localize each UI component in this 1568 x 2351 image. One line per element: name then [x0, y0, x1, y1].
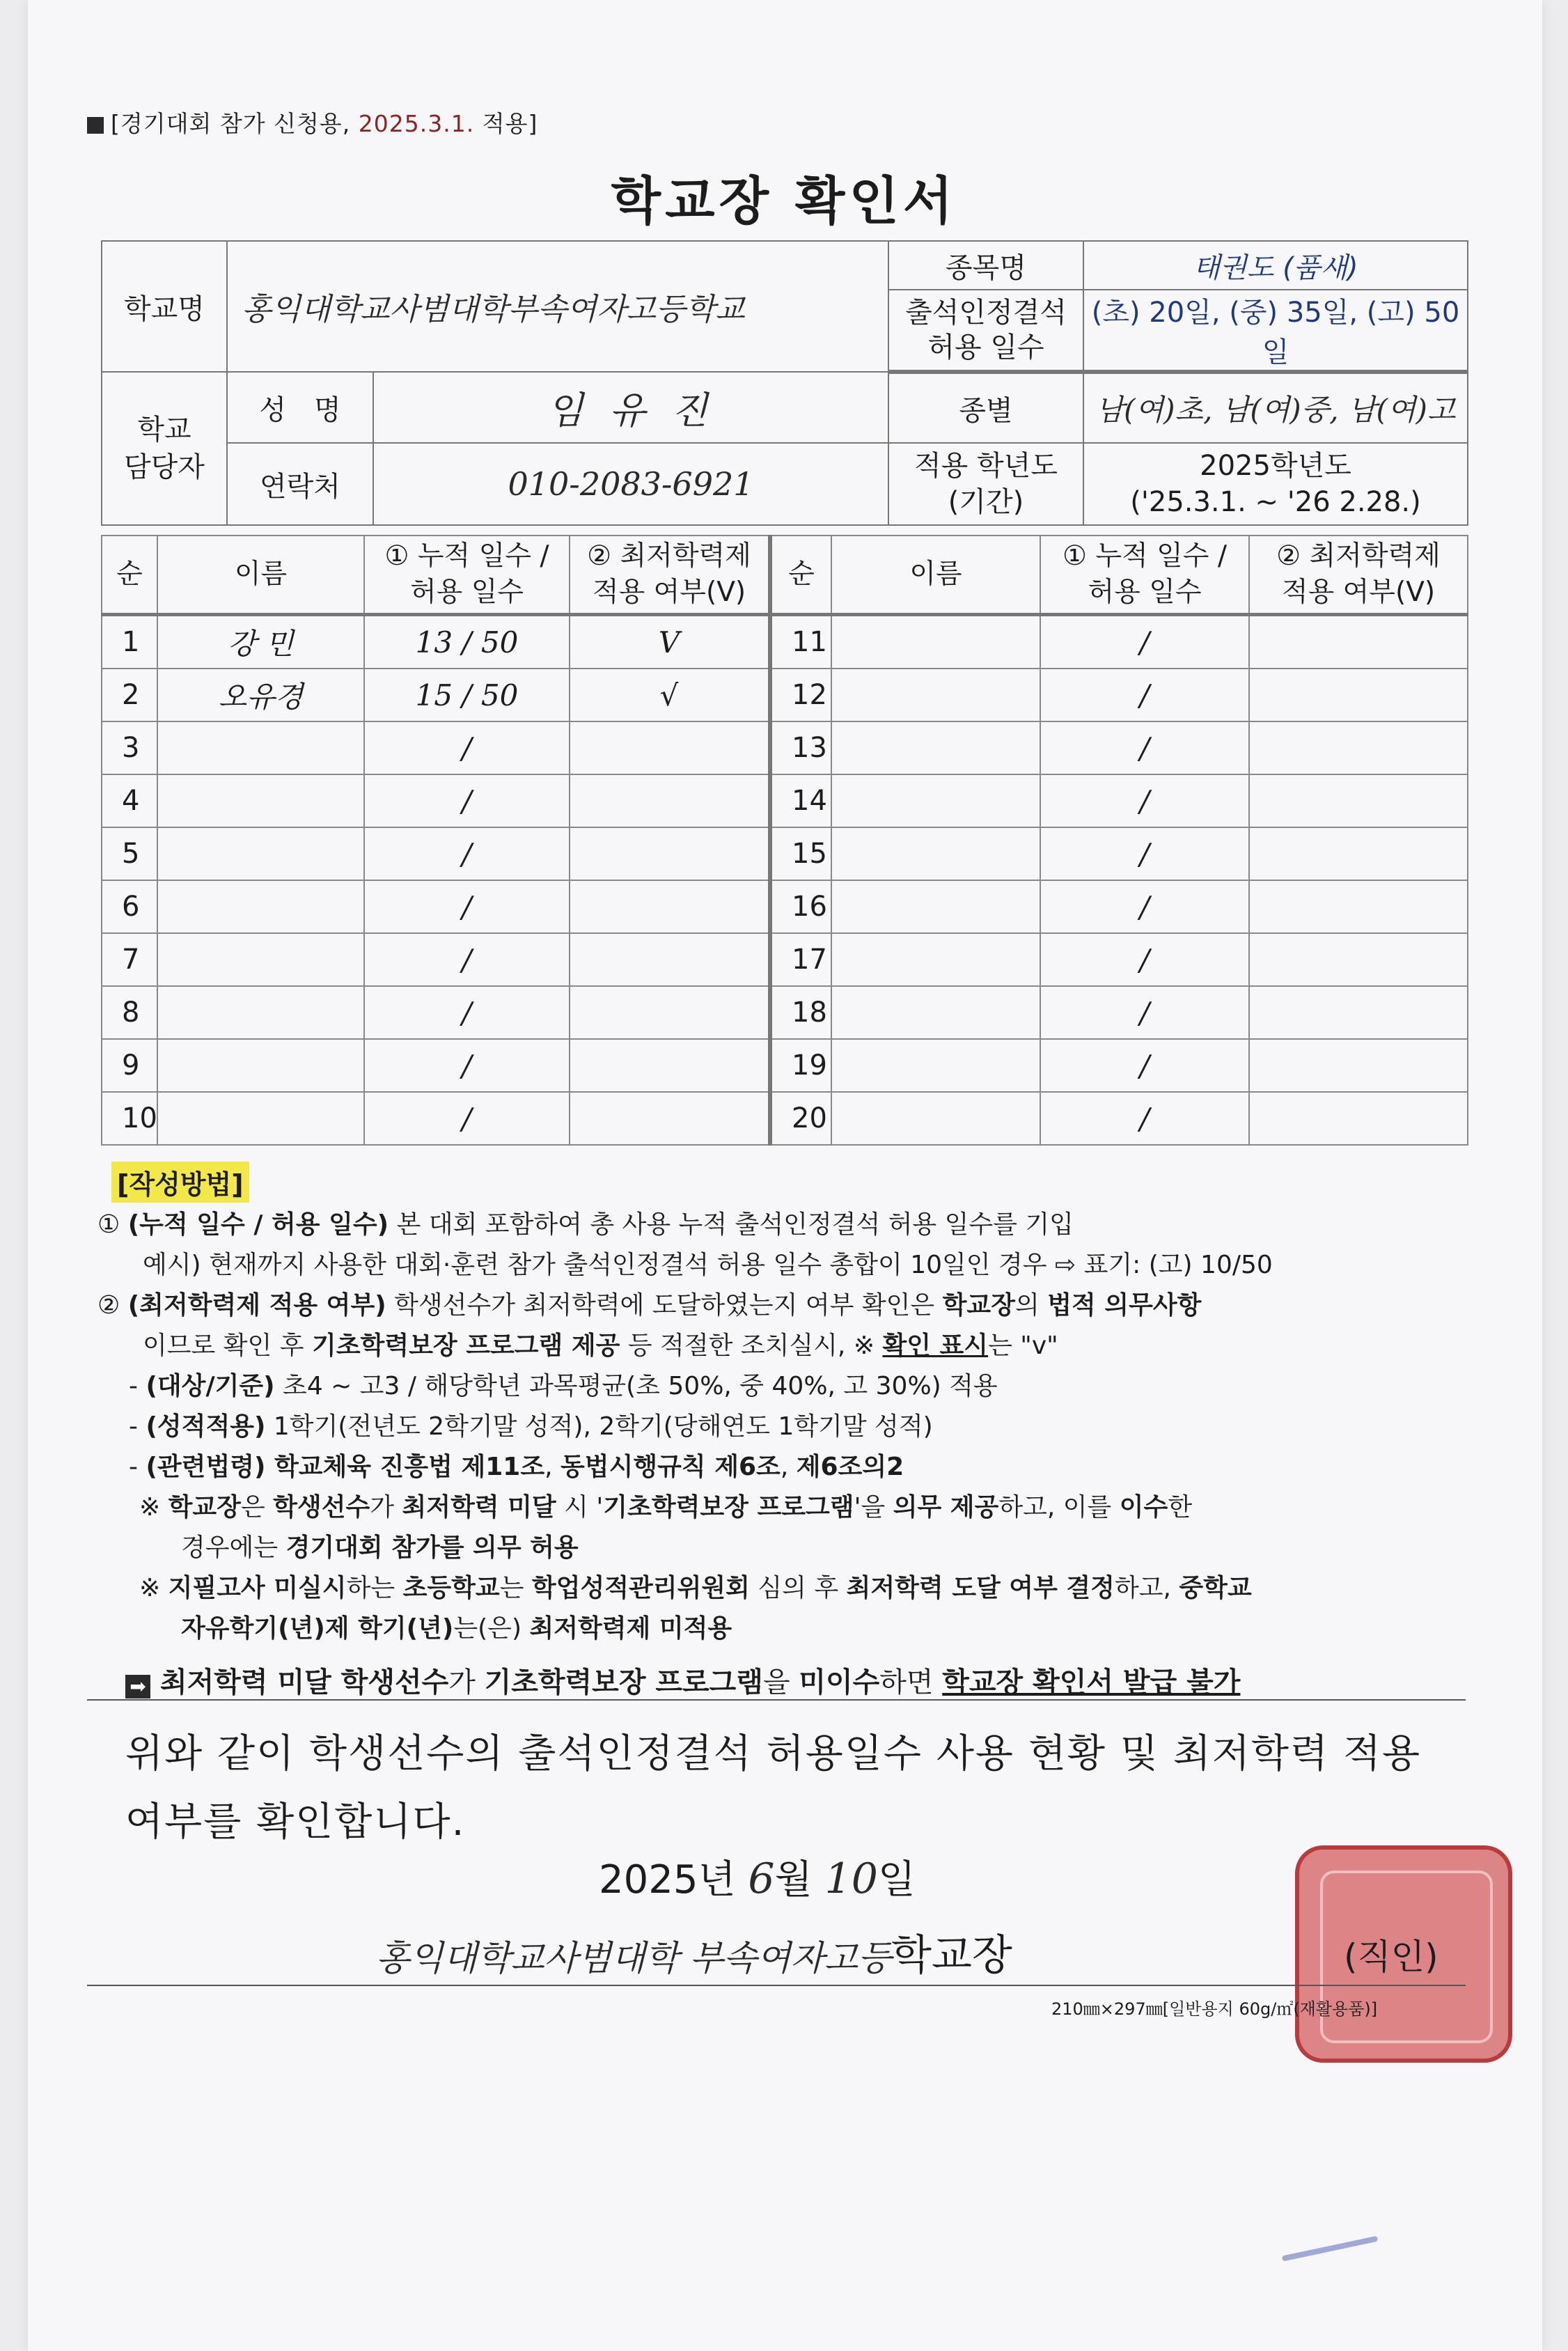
- roster-row: [102, 933, 1468, 986]
- instruction-line: ① (누적 일수 / 허용 일수) 본 대회 포함하여 총 사용 누적 출석인정결석 허용 일수를 기입: [97, 1210, 1074, 1239]
- document-title: 학교장 확인서: [611, 171, 957, 231]
- roster-row: [102, 1039, 1468, 1092]
- row-number: 20: [770, 1092, 831, 1145]
- min-achievement-check: [570, 880, 770, 933]
- confirmation-statement: 위와 같이 학생선수의 출석인정결석 허용일수 사용 현황 및 최저학력 적용 여부를 확인합니다.: [125, 1731, 1422, 1845]
- min-achievement-check: √: [570, 669, 770, 721]
- absence-days: /: [364, 933, 570, 986]
- absence-days: 15 / 50: [364, 669, 570, 721]
- signing-school: 홍익대학교사범대학 부속여자고등: [376, 1938, 892, 1978]
- row-number: 7: [102, 933, 157, 986]
- student-name: [831, 721, 1040, 774]
- info-table: [101, 240, 1468, 526]
- staff-name-label: 성 명: [227, 372, 373, 443]
- row-number: 18: [770, 986, 831, 1039]
- student-name: [831, 880, 1040, 933]
- signing-role: 학교장: [891, 1931, 1012, 1980]
- absence-days: /: [364, 986, 570, 1039]
- school-name-value: 홍익대학교사범대학부속여자고등학교: [227, 241, 888, 372]
- divider: [87, 1699, 1466, 1701]
- min-achievement-check: [570, 827, 770, 880]
- school-year-value: 2025학년도 ('25.3.1. ~ '26 2.28.): [1083, 443, 1468, 525]
- student-name: 오유경: [157, 669, 364, 721]
- instruction-line: 자유학기(년)제 학기(년)는(은) 최저학력제 미적용: [181, 1614, 732, 1643]
- row-number: 11: [770, 615, 831, 669]
- roster-row: [102, 669, 1468, 721]
- col-name-header: 이름: [157, 536, 364, 615]
- col-days-header: ① 누적 일수 / 허용 일수: [364, 536, 570, 615]
- min-achievement-check: [570, 986, 770, 1039]
- instruction-line: - (성적적용) 1학기(전년도 2학기말 성적), 2학기(당해연도 1학기말 성적): [129, 1412, 933, 1441]
- seal-label: (직인): [1344, 1937, 1438, 1977]
- min-achievement-check: [570, 774, 770, 827]
- absence-days: /: [1040, 1092, 1249, 1145]
- row-number: 5: [102, 827, 157, 880]
- absence-days: /: [1040, 669, 1249, 721]
- student-name: [831, 774, 1040, 827]
- student-name: [831, 827, 1040, 880]
- instruction-line: ※ 지필고사 미실시하는 초등학교는 학업성적관리위원회 심의 후 최저학력 도달 여부 결정하고, 중학교: [139, 1574, 1252, 1602]
- roster-row: [102, 880, 1468, 933]
- student-name: [831, 1092, 1040, 1145]
- row-number: 3: [102, 721, 157, 774]
- student-name: [157, 827, 364, 880]
- divider: [87, 1985, 1466, 1986]
- row-number: 15: [770, 827, 831, 880]
- row-number: 10: [102, 1092, 157, 1145]
- min-achievement-check: [1249, 827, 1468, 880]
- min-achievement-check: [570, 933, 770, 986]
- min-achievement-check: [1249, 669, 1468, 721]
- col-name-header: 이름: [831, 536, 1040, 615]
- instruction-line: 이므로 확인 후 기초학력보장 프로그램 제공 등 적절한 조치실시, ※ 확인 표시는 "v": [143, 1331, 1058, 1360]
- row-number: 19: [770, 1039, 831, 1092]
- instruction-line: ※ 학교장은 학생선수가 최저학력 미달 시 '기초학력보장 프로그램'을 의무 제공하고, 이를 이수한: [139, 1493, 1193, 1522]
- row-number: 6: [102, 880, 157, 933]
- absence-days: /: [1040, 880, 1249, 933]
- row-number: 12: [770, 669, 831, 721]
- absence-allowance-value: (초) 20일, (중) 35일, (고) 50일: [1083, 290, 1468, 372]
- notice-line: ➡ 최저학력 미달 학생선수가 기초학력보장 프로그램을 미이수하면 학교장 확인서 발급 불가: [125, 1660, 1240, 1700]
- student-name: [157, 721, 364, 774]
- roster-row: [102, 1092, 1468, 1145]
- row-number: 2: [102, 669, 157, 721]
- row-number: 13: [770, 721, 831, 774]
- absence-allowance-label: 출석인정결석 허용 일수: [888, 290, 1083, 372]
- row-number: 4: [102, 774, 157, 827]
- absence-days: /: [1040, 1039, 1249, 1092]
- min-achievement-check: V: [570, 615, 770, 669]
- row-number: 16: [770, 880, 831, 933]
- roster-row: [102, 827, 1468, 880]
- student-name: [157, 986, 364, 1039]
- absence-days: /: [1040, 933, 1249, 986]
- col-days-header: ① 누적 일수 / 허용 일수: [1040, 536, 1249, 615]
- event-label: 종목명: [888, 241, 1083, 290]
- staff-label: 학교 담당자: [102, 372, 227, 525]
- form-usage-note: [경기대회 참가 신청용, 2025.3.1. 적용]: [87, 106, 538, 139]
- event-value: 태권도 (품새): [1083, 241, 1468, 290]
- min-achievement-check: [570, 1039, 770, 1092]
- roster-row: [102, 986, 1468, 1039]
- min-achievement-check: [1249, 880, 1468, 933]
- absence-days: /: [364, 880, 570, 933]
- student-name: [157, 933, 364, 986]
- paper-spec: 210㎜×297㎜[일반용지 60g/㎡(재활용품)]: [1051, 1999, 1378, 2019]
- school-year-label: 적용 학년도 (기간): [888, 443, 1083, 525]
- instruction-line: - (대상/기준) 초4 ~ 고3 / 해당학년 과목평균(초 50%, 중 40%, 고 30%) 적용: [129, 1372, 998, 1400]
- min-achievement-check: [1249, 1092, 1468, 1145]
- student-name: [831, 615, 1040, 669]
- contact-label: 연락처: [227, 443, 373, 525]
- student-name: [157, 880, 364, 933]
- absence-days: /: [364, 1039, 570, 1092]
- absence-days: /: [1040, 827, 1249, 880]
- gender-value: 남(여)초, 남(여)중, 남(여)고: [1083, 372, 1468, 443]
- gender-label: 종별: [888, 372, 1083, 443]
- col-no-header: 순: [102, 536, 157, 615]
- school-name-label: 학교명: [102, 241, 227, 372]
- absence-days: /: [364, 1092, 570, 1145]
- absence-days: /: [364, 721, 570, 774]
- absence-days: /: [1040, 774, 1249, 827]
- arrow-right-icon: ➡: [125, 1675, 150, 1698]
- min-achievement-check: [1249, 615, 1468, 669]
- staff-name-value: 임 유 진: [373, 372, 888, 443]
- student-name: [157, 774, 364, 827]
- student-name: [831, 986, 1040, 1039]
- student-name: [831, 933, 1040, 986]
- absence-days: /: [1040, 615, 1249, 669]
- absence-days: 13 / 50: [364, 615, 570, 669]
- instruction-line: ② (최저학력제 적용 여부) 학생선수가 최저학력에 도달하였는지 여부 확인은 학교장의 법적 의무사항: [97, 1291, 1202, 1320]
- roster-row: [102, 615, 1468, 669]
- effective-date: 2025.3.1.: [358, 110, 475, 137]
- instruction-line: - (관련법령) 학교체육 진흥법 제11조, 동법시행규칙 제6조, 제6조의2: [129, 1453, 904, 1481]
- absence-days: /: [364, 774, 570, 827]
- col-min-header: ② 최저학력제 적용 여부(V): [570, 536, 770, 615]
- min-achievement-check: [570, 721, 770, 774]
- instruction-line: 예시) 현재까지 사용한 대회·훈련 참가 출석인정결석 허용 일수 총합이 10일인 경우 ⇨ 표기: (고) 10/50: [143, 1251, 1273, 1279]
- student-roster-table: [101, 535, 1468, 1146]
- col-no-header: 순: [770, 536, 831, 615]
- square-bullet-icon: [87, 117, 104, 134]
- min-achievement-check: [1249, 774, 1468, 827]
- contact-value: 010-2083-6921: [373, 443, 888, 525]
- student-name: [157, 1092, 364, 1145]
- row-number: 17: [770, 933, 831, 986]
- absence-days: /: [364, 827, 570, 880]
- student-name: [831, 1039, 1040, 1092]
- roster-row: [102, 774, 1468, 827]
- absence-days: /: [1040, 721, 1249, 774]
- student-name: [157, 1039, 364, 1092]
- min-achievement-check: [1249, 933, 1468, 986]
- col-min-header: ② 최저학력제 적용 여부(V): [1249, 536, 1468, 615]
- roster-row: [102, 721, 1468, 774]
- min-achievement-check: [1249, 986, 1468, 1039]
- min-achievement-check: [1249, 1039, 1468, 1092]
- row-number: 9: [102, 1039, 157, 1092]
- student-name: 강 민: [157, 615, 364, 669]
- instructions-title: [작성방법]: [111, 1162, 249, 1203]
- student-name: [831, 669, 1040, 721]
- instruction-line: 경우에는 경기대회 참가를 의무 허용: [181, 1533, 579, 1562]
- min-achievement-check: [1249, 721, 1468, 774]
- signed-date: 2025년 6월 10일: [599, 1854, 916, 1903]
- row-number: 1: [102, 615, 157, 669]
- min-achievement-check: [570, 1092, 770, 1145]
- row-number: 8: [102, 986, 157, 1039]
- roster-header-row: [102, 536, 1468, 615]
- row-number: 14: [770, 774, 831, 827]
- absence-days: /: [1040, 986, 1249, 1039]
- issuance-not-allowed: 학교장 확인서 발급 불가: [942, 1666, 1241, 1698]
